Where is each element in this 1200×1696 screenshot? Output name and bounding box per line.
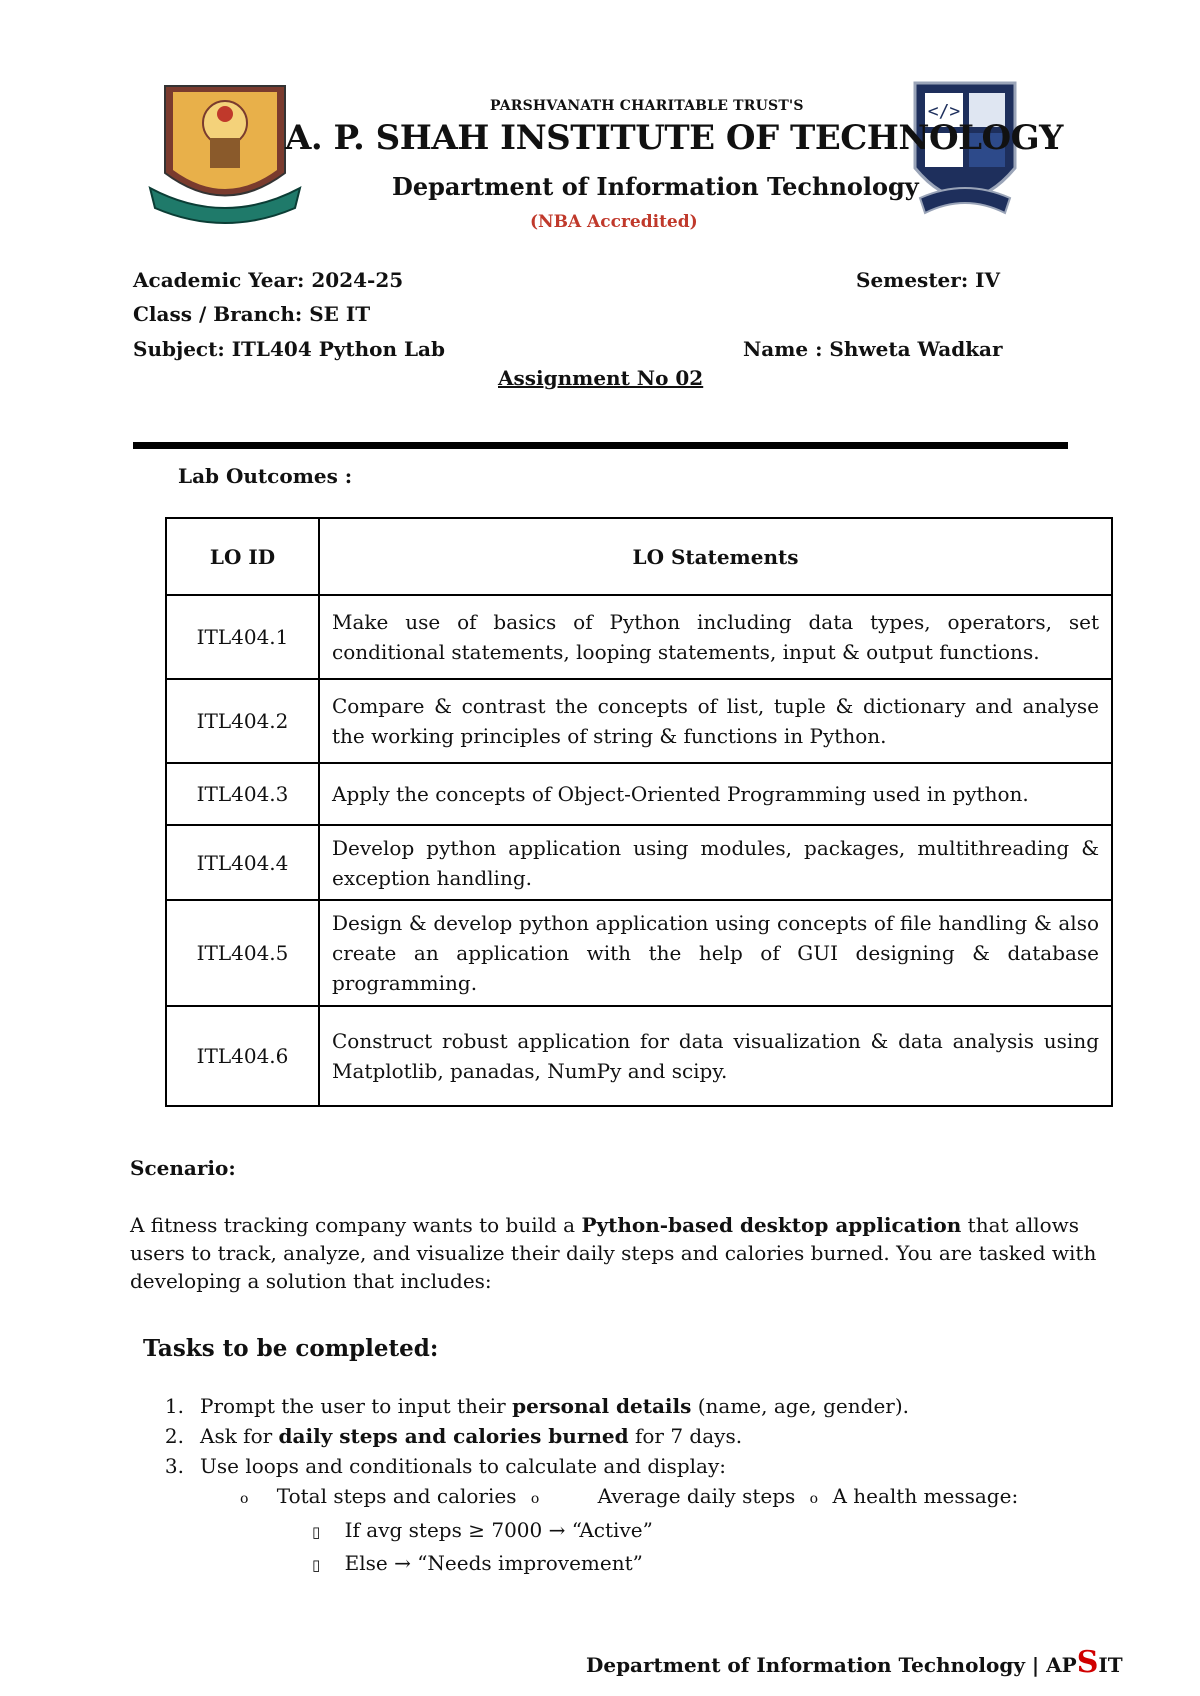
lo-statement-cell: Apply the concepts of Object-Oriented Programming used in python. — [319, 763, 1112, 825]
task-text-pre: Use loops and conditionals to calculate and display: — [200, 1454, 726, 1478]
bullet-marker: o — [240, 1491, 249, 1507]
lo-id-cell: ITL404.6 — [166, 1006, 319, 1106]
lo-id-cell: ITL404.1 — [166, 595, 319, 679]
academic-year: Academic Year: 2024-25 — [133, 268, 404, 292]
lo-id-cell: ITL404.3 — [166, 763, 319, 825]
lab-outcomes-table — [165, 517, 1113, 1107]
assignment-title: Assignment No 02 — [498, 366, 704, 390]
task-number: 3. — [164, 1454, 184, 1478]
table-row — [166, 595, 1112, 679]
task-text-bold: daily steps and calories burned — [278, 1424, 629, 1448]
lo-id-cell: ITL404.5 — [166, 900, 319, 1006]
task-item — [160, 1454, 726, 1478]
condition-text: Else → “Needs improvement” — [344, 1551, 643, 1575]
lo-statement-cell: Design & develop python application using concepts of file handling & also create an application with the help of GUI designing & database programming. — [319, 900, 1112, 1006]
condition-item — [312, 1551, 643, 1575]
bullet-marker: o — [530, 1491, 540, 1507]
lab-outcomes-title: Lab Outcomes : — [178, 464, 353, 488]
class-branch: Class / Branch: SE IT — [133, 302, 371, 326]
svg-text:</>: </> — [927, 101, 961, 122]
condition-marker: ▯ — [312, 1556, 321, 1574]
table-row — [166, 825, 1112, 900]
scenario-label: Scenario: — [130, 1156, 236, 1180]
task-text-pre: Prompt the user to input their — [200, 1394, 513, 1418]
institute-emblem-icon — [145, 78, 305, 228]
table-row — [166, 900, 1112, 1006]
subject: Subject: ITL404 Python Lab — [133, 337, 445, 361]
footer-s: S — [1076, 1645, 1099, 1680]
department-name: Department of Information Technology — [392, 172, 919, 201]
semester: Semester: IV — [856, 268, 1001, 292]
sub-bullet-line — [240, 1484, 1018, 1508]
table-header-row — [166, 518, 1112, 595]
sub-item-average: Average daily steps — [597, 1484, 796, 1508]
task-item — [160, 1424, 742, 1448]
student-name: Name : Shweta Wadkar — [743, 337, 1003, 361]
sub-item-total: Total steps and calories — [276, 1484, 517, 1508]
sub-item-health: A health message: — [832, 1484, 1019, 1508]
table-row — [166, 679, 1112, 763]
lo-statement-cell: Construct robust application for data visualization & data analysis using Matplotlib, panadas, NumPy and scipy. — [319, 1006, 1112, 1106]
lo-statement-cell: Make use of basics of Python including data types, operators, set conditional statements, looping statements, input & output functions. — [319, 595, 1112, 679]
header-lo-statements: LO Statements — [319, 518, 1112, 595]
lo-id-cell: ITL404.4 — [166, 825, 319, 900]
accreditation-label: (NBA Accredited) — [530, 212, 698, 232]
scenario-text-after: that allows users to track, analyze, and visualize their daily steps and calories burned. You are tasked with developing a solution that includes: — [130, 1213, 1097, 1293]
task-number: 2. — [164, 1424, 184, 1448]
scenario-text-bold: Python-based desktop application — [581, 1213, 962, 1237]
task-text-post: (name, age, gender). — [691, 1394, 910, 1418]
trust-name: PARSHVANATH CHARITABLE TRUST'S — [490, 98, 804, 114]
table-row — [166, 1006, 1112, 1106]
divider — [133, 442, 1068, 449]
institute-name: A. P. SHAH INSTITUTE OF TECHNOLOGY — [285, 118, 1063, 158]
condition-item — [312, 1518, 653, 1542]
task-text-bold: personal details — [512, 1394, 692, 1418]
table-row — [166, 763, 1112, 825]
condition-text: If avg steps ≥ 7000 → “Active” — [344, 1518, 653, 1542]
tasks-heading: Tasks to be completed: — [143, 1335, 439, 1362]
task-text-pre: Ask for — [200, 1424, 279, 1448]
page-footer — [586, 1645, 1123, 1680]
bullet-marker: o — [809, 1491, 819, 1507]
task-item — [160, 1394, 909, 1418]
scenario-text — [130, 1211, 1110, 1295]
header-lo-id: LO ID — [166, 518, 319, 595]
footer-dept: Department of Information Technology | AP — [586, 1653, 1077, 1677]
footer-it: IT — [1098, 1653, 1123, 1677]
task-text-post: for 7 days. — [628, 1424, 743, 1448]
scenario-text-before: A fitness tracking company wants to build a — [130, 1213, 582, 1237]
lo-statement-cell: Compare & contrast the concepts of list, tuple & dictionary and analyse the working principles of string & functions in Python. — [319, 679, 1112, 763]
lo-id-cell: ITL404.2 — [166, 679, 319, 763]
task-number: 1. — [164, 1394, 184, 1418]
lo-statement-cell: Develop python application using modules, packages, multithreading & exception handling. — [319, 825, 1112, 900]
condition-marker: ▯ — [312, 1523, 321, 1541]
